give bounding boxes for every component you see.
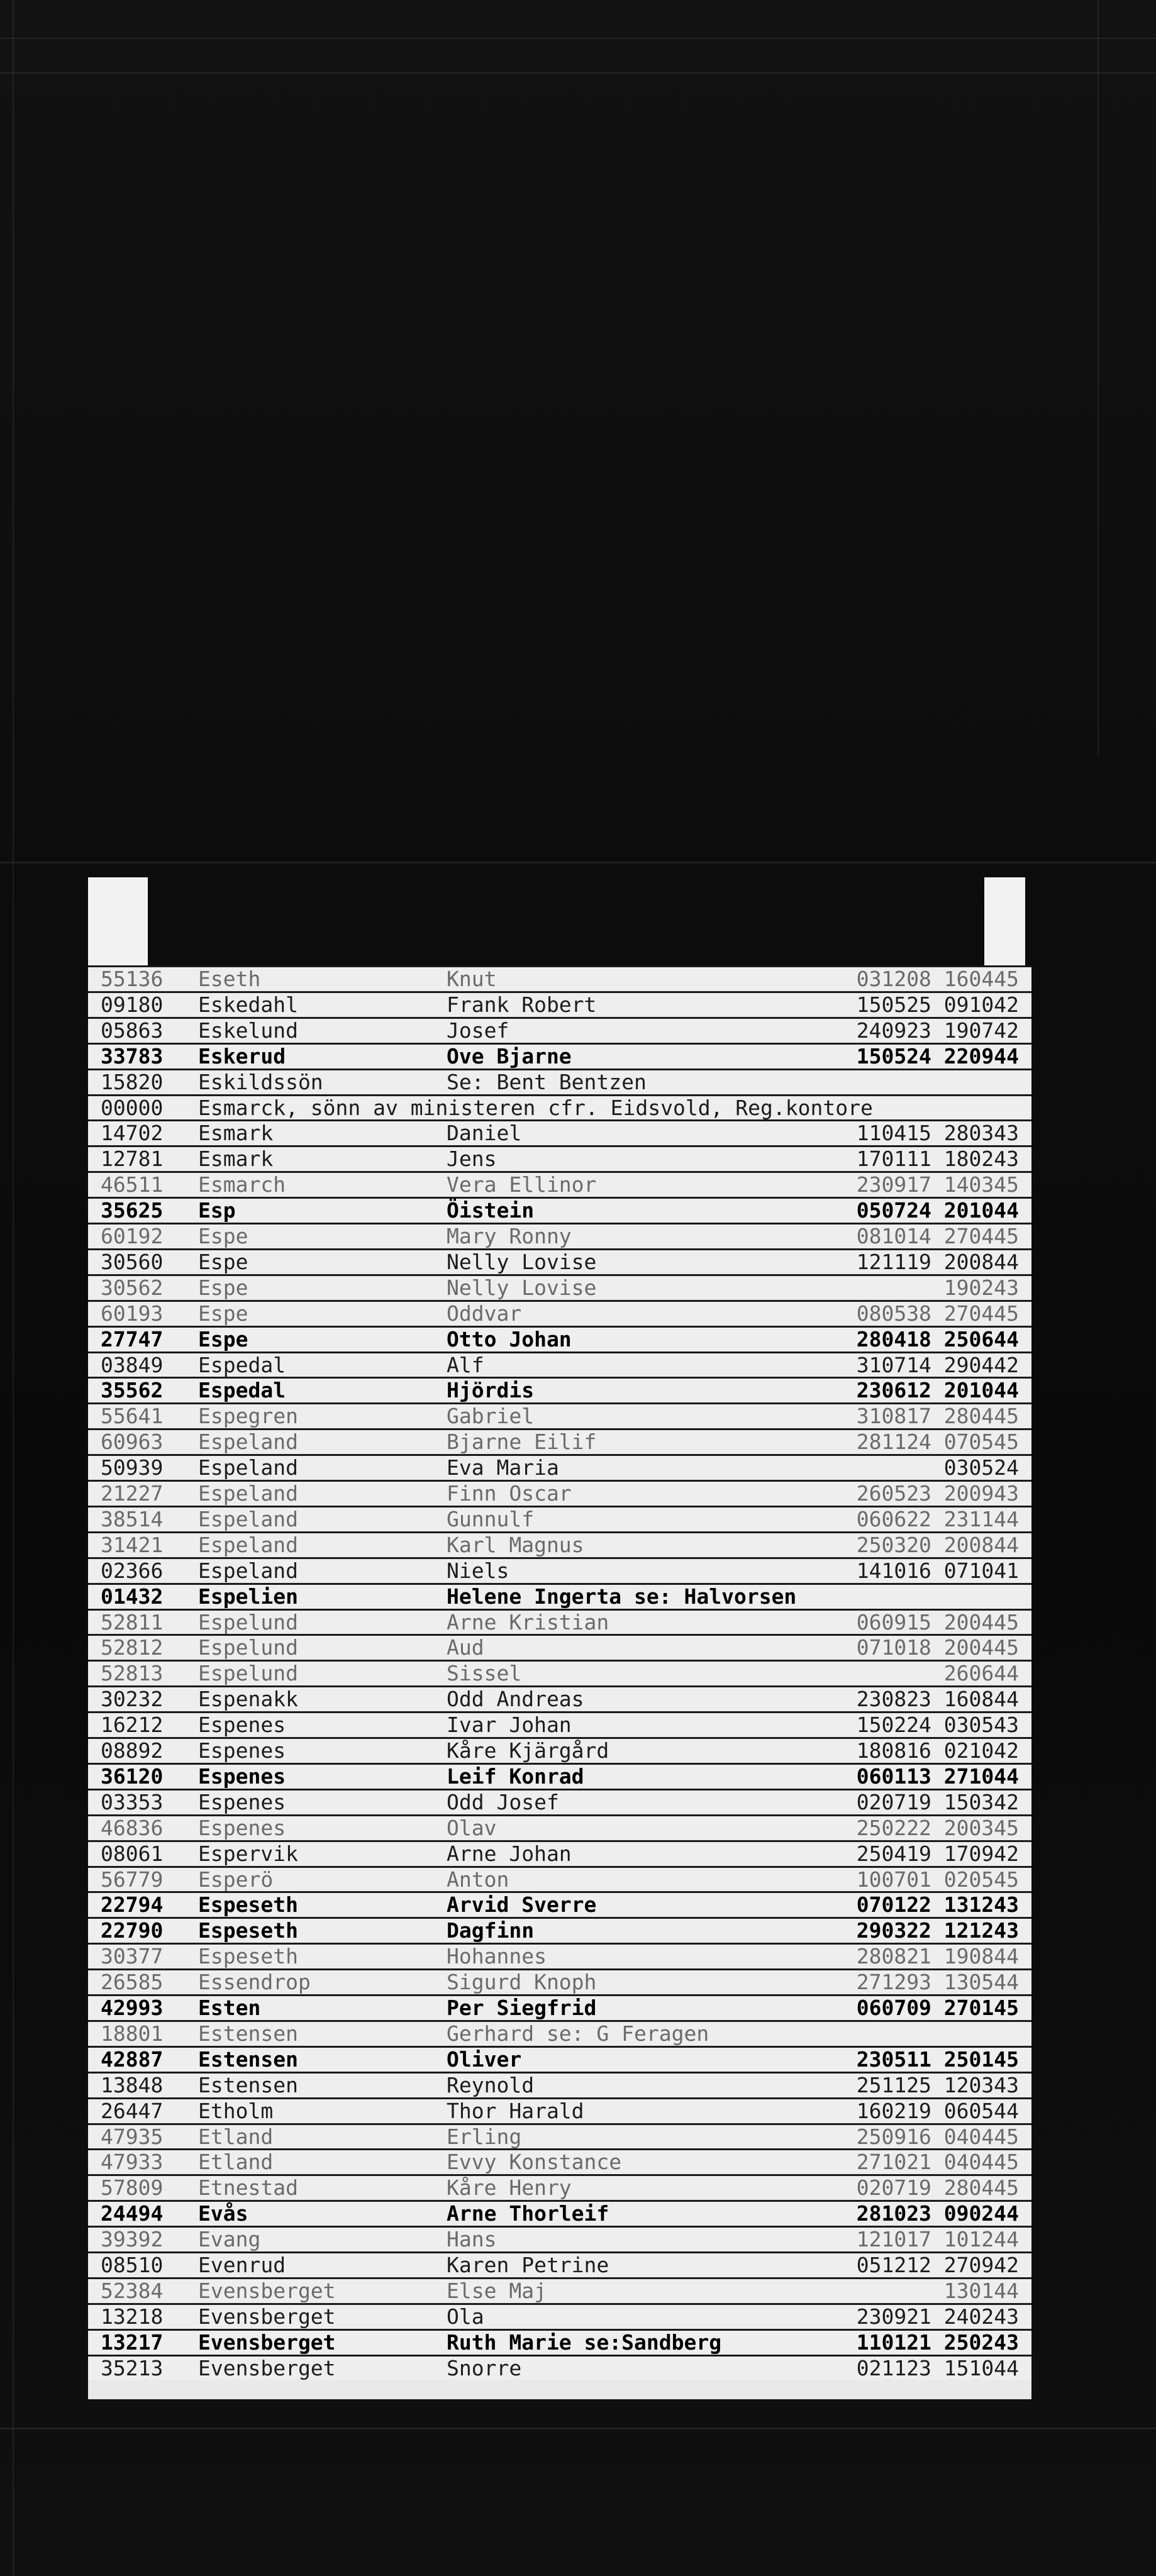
surname: Esp [198, 1198, 236, 1223]
register-row [88, 1583, 1031, 1608]
register-number: 52811 [101, 1609, 164, 1635]
register-row [88, 1069, 1031, 1094]
register-row [88, 1171, 1031, 1196]
dates: 271293 130544 [856, 1970, 1019, 1995]
given-name: Nelly Lovise [447, 1275, 597, 1300]
register-number: 02366 [101, 1558, 164, 1583]
given-name: Alf [447, 1352, 484, 1377]
register-row [88, 1968, 1031, 1994]
surname: Evensberget [198, 2355, 336, 2380]
register-number: 22790 [101, 1918, 164, 1943]
surname: Estensen [198, 2021, 298, 2046]
register-row [88, 1197, 1031, 1222]
surname: Espelien [198, 1584, 298, 1609]
dates: 141016 071041 [856, 1558, 1019, 1583]
given-name: Arne Kristian [447, 1609, 609, 1635]
surname: Espeland [198, 1430, 298, 1455]
surname: Espenes [198, 1763, 286, 1789]
register-row [88, 1352, 1031, 1377]
register-number: 13218 [101, 2304, 164, 2329]
register-row [88, 1480, 1031, 1505]
surname: Espelund [198, 1635, 298, 1660]
register-number: 46511 [101, 1172, 164, 1197]
surname: Etholm [198, 2098, 274, 2123]
surname: Eskedahl [198, 992, 298, 1017]
register-row [88, 2020, 1031, 2045]
register-number: 08510 [101, 2253, 164, 2277]
dates: 150524 220944 [856, 1043, 1019, 1069]
given-name: Nelly Lovise [447, 1249, 597, 1274]
surname: Espeseth [198, 1944, 298, 1969]
register-number: 46836 [101, 1815, 164, 1840]
surname: Eseth [198, 967, 261, 991]
surname: Espelund [198, 1661, 298, 1686]
register-number: 14702 [101, 1121, 164, 1146]
surname: Espeland [198, 1532, 298, 1557]
given-name: Hans [447, 2227, 497, 2252]
register-row [88, 1737, 1031, 1762]
surname: Esperö [198, 1867, 274, 1892]
dates: 050724 201044 [856, 1198, 1019, 1223]
surname: Espe [198, 1301, 248, 1326]
dates: 230612 201044 [856, 1378, 1019, 1403]
dates: 031208 160445 [856, 967, 1019, 991]
register-row [88, 1943, 1031, 1968]
dates: 100701 020545 [856, 1867, 1019, 1892]
dates: 280418 250644 [856, 1326, 1019, 1352]
surname: Espeseth [198, 1892, 298, 1918]
given-name: Mary Ronny [447, 1224, 572, 1248]
register-number: 21227 [101, 1481, 164, 1506]
dates: 160219 060544 [856, 2098, 1019, 2123]
surname: Espedal [198, 1352, 286, 1377]
given-name: Frank Robert [447, 992, 597, 1017]
register-number: 24494 [101, 2201, 164, 2226]
surname: Evensberget [198, 2278, 336, 2303]
given-name: Finn Oscar [447, 1481, 572, 1506]
register-row [88, 1994, 1031, 2019]
given-name: Arne Johan [447, 1841, 572, 1866]
register-row [88, 1326, 1031, 1351]
register-row [88, 1094, 1031, 1119]
register-number: 27747 [101, 1326, 164, 1352]
film-scratch [0, 38, 1156, 39]
dates: 281124 070545 [856, 1430, 1019, 1455]
given-name: Öistein [447, 1198, 535, 1223]
register-row [88, 1377, 1031, 1402]
register-number: 30560 [101, 1249, 164, 1274]
film-scratch [13, 0, 14, 2576]
surname: Esmarch [198, 1172, 286, 1197]
dates: 290322 121243 [856, 1918, 1019, 1943]
given-name: Ruth Marie se:Sandberg [447, 2329, 722, 2355]
surname: Espenakk [198, 1687, 298, 1712]
register-row [88, 1017, 1031, 1042]
dates: 150224 030543 [856, 1713, 1019, 1738]
register-row [88, 1711, 1031, 1736]
given-name: Odd Josef [447, 1789, 559, 1814]
surname: Espenes [198, 1789, 286, 1814]
dates: 180816 021042 [856, 1738, 1019, 1763]
given-name: Sigurd Knoph [447, 1970, 597, 1995]
dates: 110121 250243 [856, 2329, 1019, 2355]
register-number: 15820 [101, 1069, 164, 1094]
register-number: 30562 [101, 1275, 164, 1300]
register-sheet [88, 965, 1031, 2399]
surname: Espenes [198, 1713, 286, 1738]
given-name: Else Maj [447, 2278, 547, 2303]
surname: Espelund [198, 1609, 298, 1635]
register-number: 18801 [101, 2021, 164, 2046]
register-number: 52812 [101, 1635, 164, 1660]
given-name: Leif Konrad [447, 1763, 584, 1789]
register-number: 57809 [101, 2175, 164, 2201]
given-name: Karl Magnus [447, 1532, 584, 1557]
dates: 250419 170942 [856, 1841, 1019, 1866]
register-number: 30232 [101, 1687, 164, 1712]
given-name: Olav [447, 1815, 497, 1840]
dates: 230823 160844 [856, 1687, 1019, 1712]
register-row [88, 2174, 1031, 2199]
register-number: 08061 [101, 1841, 164, 1866]
given-name: Hjördis [447, 1378, 535, 1403]
register-number: 30377 [101, 1944, 164, 1969]
film-scratch [0, 2428, 1156, 2429]
dates: 070122 131243 [856, 1892, 1019, 1918]
given-name: Aud [447, 1635, 484, 1660]
surname: Esmark [198, 1146, 274, 1172]
register-number: 38514 [101, 1506, 164, 1531]
dates: 030524 [943, 1455, 1019, 1480]
register-row [88, 1300, 1031, 1325]
register-number: 16212 [101, 1713, 164, 1738]
surname: Evang [198, 2227, 261, 2252]
given-name: Niels [447, 1558, 509, 1583]
register-number: 35625 [101, 1198, 164, 1223]
surname: Esten [198, 1996, 261, 2020]
register-row [88, 1223, 1031, 1248]
register-number: 13217 [101, 2329, 164, 2355]
register-number: 03849 [101, 1352, 164, 1377]
surname: Estensen [198, 2046, 298, 2072]
surname: Espeland [198, 1455, 298, 1480]
surname: Evenrud [198, 2253, 286, 2277]
register-row [88, 1814, 1031, 1840]
register-number: 36120 [101, 1763, 164, 1789]
surname: Etland [198, 2150, 274, 2175]
register-number: 47935 [101, 2124, 164, 2149]
register-row [88, 1763, 1031, 1788]
register-row [88, 1660, 1031, 1685]
given-name: Arne Thorleif [447, 2201, 609, 2226]
surname: Espeland [198, 1558, 298, 1583]
dates: 260644 [943, 1661, 1019, 1686]
register-number: 13848 [101, 2072, 164, 2097]
surname: Espenes [198, 1815, 286, 1840]
dates: 170111 180243 [856, 1146, 1019, 1172]
surname: Evensberget [198, 2329, 336, 2355]
given-name: Gerhard se: G Feragen [447, 2021, 709, 2046]
register-row [88, 2329, 1031, 2354]
surname: Etnestad [198, 2175, 298, 2201]
dates: 080538 270445 [856, 1301, 1019, 1326]
surname: Evås [198, 2201, 248, 2226]
register-row [88, 1145, 1031, 1170]
dates: 121119 200844 [856, 1249, 1019, 1274]
surname: Eskelund [198, 1018, 298, 1043]
surname: Essendrop [198, 1970, 311, 1995]
surname: Espe [198, 1326, 248, 1352]
register-row [88, 1531, 1031, 1557]
dates: 190243 [943, 1275, 1019, 1300]
dates: 071018 200445 [856, 1635, 1019, 1660]
given-name: Jens [447, 1146, 497, 1172]
surname: Eskerud [198, 1043, 286, 1069]
register-row [88, 2277, 1031, 2302]
register-row [88, 1428, 1031, 1453]
register-number: 26585 [101, 1970, 164, 1995]
given-name: Eva Maria [447, 1455, 559, 1480]
given-name: Helene Ingerta se: Halvorsen [447, 1584, 797, 1609]
given-name: Josef [447, 1018, 509, 1043]
given-name: Vera Ellinor [447, 1172, 597, 1197]
register-number: 47933 [101, 2150, 164, 2175]
given-name: Kåre Henry [447, 2175, 572, 2201]
given-name: Sissel [447, 1661, 522, 1686]
dates: 260523 200943 [856, 1481, 1019, 1506]
register-number: 31421 [101, 1532, 164, 1557]
surname: Espenes [198, 1738, 286, 1763]
given-name: Dagfinn [447, 1918, 535, 1943]
surname: Espe [198, 1224, 248, 1248]
surname: Espedal [198, 1378, 286, 1403]
surname: Espeland [198, 1506, 298, 1531]
surname: Espegren [198, 1404, 298, 1429]
dates: 240923 190742 [856, 1018, 1019, 1043]
film-scratch [0, 862, 1156, 863]
given-name: Se: Bent Bentzen [447, 1069, 647, 1094]
register-row [88, 1609, 1031, 1634]
dates: 310714 290442 [856, 1352, 1019, 1377]
register-number: 52384 [101, 2278, 164, 2303]
register-row [88, 1119, 1031, 1145]
register-number: 52813 [101, 1661, 164, 1686]
surname: Eskildssön [198, 1069, 323, 1094]
dates: 130144 [943, 2278, 1019, 2303]
register-number: 09180 [101, 992, 164, 1017]
given-name: Daniel [447, 1121, 522, 1146]
dates: 121017 101244 [856, 2227, 1019, 2252]
dates: 230917 140345 [856, 1172, 1019, 1197]
register-row [88, 2355, 1031, 2380]
register-number: 08892 [101, 1738, 164, 1763]
dates: 310817 280445 [856, 1404, 1019, 1429]
film-scratch [0, 72, 1156, 74]
given-name: Ola [447, 2304, 484, 2329]
register-row [88, 1685, 1031, 1711]
register-number: 56779 [101, 1867, 164, 1892]
register-number: 39392 [101, 2227, 164, 2252]
given-name: Karen Petrine [447, 2253, 609, 2277]
dates: 230511 250145 [856, 2046, 1019, 2072]
dates: 250320 200844 [856, 1532, 1019, 1557]
register-row [88, 1454, 1031, 1479]
surname: Espeseth [198, 1918, 298, 1943]
register-row [88, 2148, 1031, 2174]
register-number: 60192 [101, 1224, 164, 1248]
register-number: 05863 [101, 1018, 164, 1043]
register-number: 03353 [101, 1789, 164, 1814]
register-number: 50939 [101, 1455, 164, 1480]
register-row [88, 1274, 1031, 1299]
given-name: Knut [447, 967, 497, 991]
register-number: 01432 [101, 1584, 164, 1609]
register-row [88, 1248, 1031, 1274]
given-name: Oddvar [447, 1301, 522, 1326]
register-row [88, 1634, 1031, 1659]
dates: 250222 200345 [856, 1815, 1019, 1840]
register-number: 42993 [101, 1996, 164, 2020]
register-number: 00000 [101, 1095, 164, 1120]
register-number: 60963 [101, 1430, 164, 1455]
dates: 020719 280445 [856, 2175, 1019, 2201]
register-row [88, 2046, 1031, 2071]
register-number: 35213 [101, 2355, 164, 2380]
given-name: Reynold [447, 2072, 535, 2097]
film-scratch [1098, 0, 1099, 755]
register-number: 42887 [101, 2046, 164, 2072]
register-number: 26447 [101, 2098, 164, 2123]
surname: Estensen [198, 2072, 298, 2097]
given-name: Odd Andreas [447, 1687, 584, 1712]
given-name: Otto Johan [447, 1326, 572, 1352]
dates: 230921 240243 [856, 2304, 1019, 2329]
dates: 081014 270445 [856, 1224, 1019, 1248]
surname: Espeland [198, 1481, 298, 1506]
register-row [88, 1506, 1031, 1531]
register-number: 55641 [101, 1404, 164, 1429]
register-row [88, 965, 1031, 991]
dates: 021123 151044 [856, 2355, 1019, 2380]
register-number: 60193 [101, 1301, 164, 1326]
register-row [88, 2097, 1031, 2123]
dates: 271021 040445 [856, 2150, 1019, 2175]
given-name: Gabriel [447, 1404, 535, 1429]
dates: 060709 270145 [856, 1996, 1019, 2020]
surname: Esmarck, sönn av ministeren cfr. Eidsvold, Reg.kontore [198, 1095, 873, 1120]
surname: Espe [198, 1275, 248, 1300]
surname: Evensberget [198, 2304, 336, 2329]
dates: 281023 090244 [856, 2201, 1019, 2226]
surname: Espe [198, 1249, 248, 1274]
dates: 280821 190844 [856, 1944, 1019, 1969]
dates: 060915 200445 [856, 1609, 1019, 1635]
given-name: Gunnulf [447, 1506, 535, 1531]
given-name: Per Siegfrid [447, 1996, 597, 2020]
register-number: 22794 [101, 1892, 164, 1918]
given-name: Arvid Sverre [447, 1892, 597, 1918]
register-row [88, 2200, 1031, 2225]
dates: 250916 040445 [856, 2124, 1019, 2149]
register-number: 55136 [101, 967, 164, 991]
given-name: Hohannes [447, 1944, 547, 1969]
register-row [88, 991, 1031, 1016]
dates: 020719 150342 [856, 1789, 1019, 1814]
given-name: Erling [447, 2124, 522, 2149]
given-name: Snorre [447, 2355, 522, 2380]
dates: 150525 091042 [856, 992, 1019, 1017]
register-row [88, 1789, 1031, 1814]
register-number: 35562 [101, 1378, 164, 1403]
given-name: Oliver [447, 2046, 522, 2072]
surname: Etland [198, 2124, 274, 2149]
dates: 060622 231144 [856, 1506, 1019, 1531]
register-row [88, 1402, 1031, 1428]
register-row [88, 2123, 1031, 2148]
register-row [88, 2226, 1031, 2251]
dates: 051212 270942 [856, 2253, 1019, 2277]
dates: 110415 280343 [856, 1121, 1019, 1146]
register-row [88, 1043, 1031, 1068]
surname: Esmark [198, 1121, 274, 1146]
register-row [88, 2251, 1031, 2277]
given-name: Anton [447, 1867, 509, 1892]
given-name: Ivar Johan [447, 1713, 572, 1738]
register-number: 33783 [101, 1043, 164, 1069]
register-row [88, 1891, 1031, 1916]
register-number: 12781 [101, 1146, 164, 1172]
register-row [88, 1866, 1031, 1891]
register-row [88, 1557, 1031, 1582]
dates: 251125 120343 [856, 2072, 1019, 2097]
register-row [88, 1917, 1031, 1942]
given-name: Thor Harald [447, 2098, 584, 2123]
register-row [88, 1840, 1031, 1865]
register-row [88, 2303, 1031, 2328]
given-name: Kåre Kjärgård [447, 1738, 609, 1763]
surname: Espervik [198, 1841, 298, 1866]
given-name: Evvy Konstance [447, 2150, 622, 2175]
dates: 060113 271044 [856, 1763, 1019, 1789]
given-name: Bjarne Eilif [447, 1430, 597, 1455]
given-name: Ove Bjarne [447, 1043, 572, 1069]
register-row [88, 2072, 1031, 2097]
